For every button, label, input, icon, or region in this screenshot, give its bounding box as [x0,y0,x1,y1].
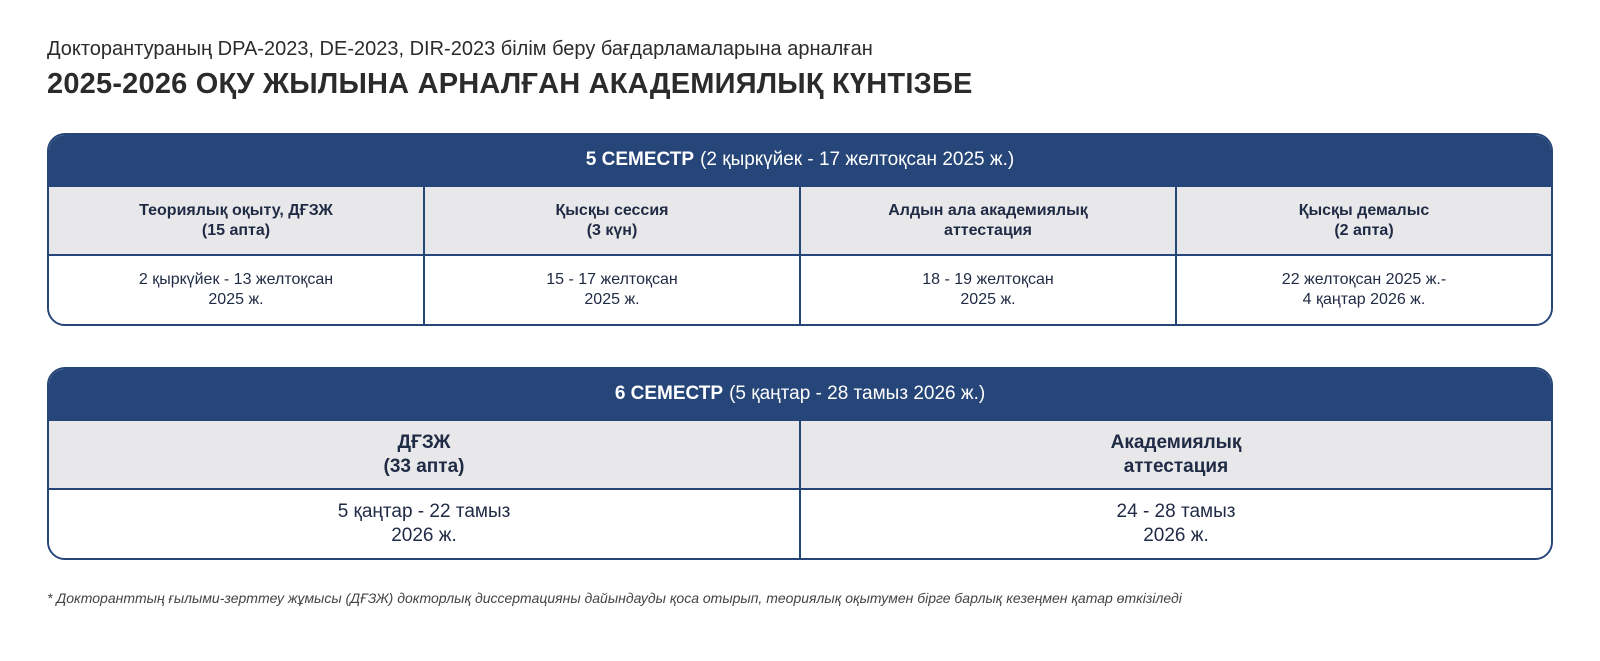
cell-label-line: Теориялық оқыту, ДҒЗЖ [139,201,333,219]
semester-6-name: 6 СЕМЕСТР [614,383,724,404]
cell-date-line: 22 желтоқсан 2025 ж.- [1281,271,1447,288]
semester-5-date-cell [425,256,801,324]
cell-date-line: 5 қаңтар - 22 тамыз [337,501,511,523]
cell-label-line: аттестация [1123,455,1229,477]
semester-6-table [47,367,1553,560]
cell-label-line: Алдын ала академиялық [888,201,1088,219]
cell-date-line: 2026 ж. [391,525,457,546]
semester-6-label-cell [49,421,801,488]
semester-6-header [49,369,1551,419]
cell-date-line: 18 - 19 желтоқсан [922,271,1054,288]
cell-label-line: (3 күн) [586,221,638,239]
semester-6-date-cell [801,490,1551,558]
cell-label-line: ДҒЗЖ [397,431,451,453]
semester-5-table [47,133,1553,326]
cell-label-line: Академиялық [1110,431,1242,453]
semester-5-label-cell [801,187,1177,254]
cell-date-line: 24 - 28 тамыз [1116,501,1236,523]
semester-5-date-cell [801,256,1177,324]
semester-5-label-cell [49,187,425,254]
cell-date-line: 2 қыркүйек - 13 желтоқсан [138,271,334,288]
cell-label-line: Қысқы демалыс [1298,201,1430,219]
cell-label-line: (33 апта) [383,455,465,477]
semester-5-label-row [49,185,1551,254]
semester-6-period: (5 қаңтар - 28 тамыз 2026 ж.) [729,383,986,404]
semester-5-name: 5 СЕМЕСТР [585,149,695,170]
semester-6-label-cell [801,421,1551,488]
cell-date-line: 2026 ж. [1143,525,1209,546]
semester-5-label-cell [425,187,801,254]
footnote: * Докторанттың ғылыми-зерттеу жұмысы (ДҒЗЖ) докторлық диссертацияны дайындауды қоса отырып, теориялық оқытумен бірге барлық кезеңмен қатар өткізіледі [47,590,1182,606]
semester-5-header [49,135,1551,185]
document-title: 2025-2026 ОҚУ ЖЫЛЫНА АРНАЛҒАН АКАДЕМИЯЛЫҚ КҮНТІЗБЕ [47,68,973,100]
semester-5-date-row [49,254,1551,324]
semester-5-date-cell [49,256,425,324]
cell-label-line: (15 апта) [201,221,271,239]
semester-5-period: (2 қыркүйек - 17 желтоқсан 2025 ж.) [700,149,1015,170]
cell-label-line: (2 апта) [1334,221,1394,239]
document-subtitle: Докторантураның DPA-2023, DE-2023, DIR-2023 білім беру бағдарламаларына арналған [47,38,873,60]
semester-6-date-cell [49,490,801,558]
semester-6-date-row [49,488,1551,558]
cell-date-line: 2025 ж. [960,291,1016,308]
cell-date-line: 2025 ж. [208,291,264,308]
cell-date-line: 4 қаңтар 2026 ж. [1302,291,1426,308]
cell-label-line: аттестация [944,221,1032,239]
cell-label-line: Қысқы сессия [555,201,669,219]
cell-date-line: 2025 ж. [584,291,640,308]
semester-6-label-row [49,419,1551,488]
semester-5-label-cell [1177,187,1551,254]
semester-5-date-cell [1177,256,1551,324]
cell-date-line: 15 - 17 желтоқсан [546,271,678,288]
